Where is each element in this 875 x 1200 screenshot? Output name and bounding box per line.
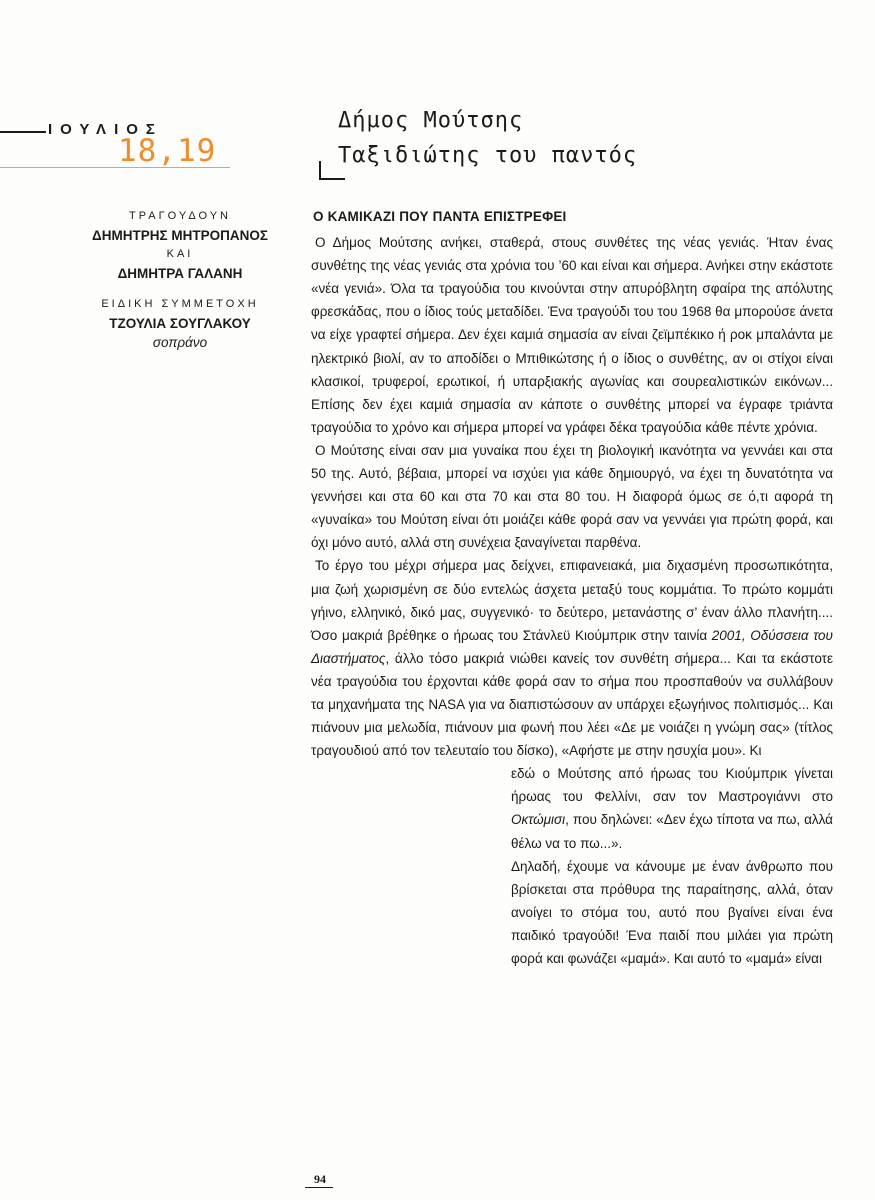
paragraph: Δηλαδή, έχουμε να κάνουμε με έναν άνθρωπο που βρίσκεται στα πρόθυρα της παραίτησης, αλλά, όταν ανοίγει το στόμα του, αυτό που βγαίνει είναι ένα παιδικό τραγούδι! Ένα παιδί που μιλάει για πρώτη φορά και φωνάζει «μαμά». Και αυτό το «μαμά» είναι: [511, 858, 833, 966]
paragraph-text: , που δηλώνει: «Δεν έχω τίποτα να πω, αλλά θέλω να το πω...».: [511, 812, 833, 851]
singer-1: ΔΗΜΗΤΡΗΣ ΜΗΤΡΟΠΑΝΟΣ: [92, 228, 268, 243]
article-body: [311, 205, 833, 970]
paragraph-text: εδώ ο Μούτσης από ήρωας του Κιούμπρικ γίνεται ήρωας του Φελλίνι, σαν τον Μαστρογιάννι στο: [511, 766, 833, 805]
paragraph: [511, 762, 833, 854]
film-title: 2001, Οδύσσεια του Διαστήματος: [311, 627, 833, 666]
month-label: ΙΟΥΛΙΟΣ: [48, 121, 163, 138]
paragraph-text: Το έργο του μέχρι σήμερα μας δείχνει, επιφανειακά, μια διχασμένη προσωπικότητα, μια ζωή χωρισμένη σε δύο εντελώς άσχετα μεταξύ τους κομμάτια. Το πρώτο κομμάτι γήινο, ελληνικό, δικό μας, συγγενικό· το δεύτερο, μετανάστης σ’ έναν άλλο πλανήτη.... Όσο μακριά βρέθηκε ο ήρωας του Στάνλεϋ Κιούμπρικ στην ταινία: [311, 558, 833, 643]
paragraph-text: , άλλο τόσο μακριά νιώθει κανείς τον συνθέτη σήμερα... Και τα εκάστοτε νέα τραγούδια του έρχονται κάθε φορά σαν το σήμα που προσπαθούν να συλλάβουν τα μηχανήματα της NASA για να διαπιστώσουν αν υπάρχει εξωγήινος πολιτισμός... Και πιάνουν μια μελωδία, πιάνουν μια φωνή που λέει «Δε με νοιάζει η γνώμη σας» (τίτλος τραγουδιού από τον τελευταίο του δίσκο), «Αφήστε με στην ησυχία μου». Κι: [311, 650, 833, 759]
singers-label: ΤΡΑΓΟΥΔΟΥΝ: [129, 210, 231, 222]
month-rule: [0, 131, 46, 133]
guest-name: ΤΖΟΥΛΙΑ ΣΟΥΓΛΑΚΟΥ: [109, 316, 251, 331]
guest-label: ΕΙΔΙΚΗ ΣΥΜΜΕΤΟΧΗ: [101, 298, 259, 310]
page-number-rule: [305, 1187, 333, 1188]
singer-2: ΔΗΜΗΤΡΑ ΓΑΛΑΝΗ: [117, 266, 243, 281]
article-subheading: Ο ΚΑΜΙΚΑΖΙ ΠΟΥ ΠΑΝΤΑ ΕΠΙΣΤΡΕΦΕΙ: [313, 209, 567, 224]
narrow-column: [511, 762, 833, 970]
page-title: Δήμος Μούτσης: [338, 108, 524, 133]
conjunction: ΚΑΙ: [166, 248, 194, 260]
paragraph: Ο Μούτσης είναι σαν μια γυναίκα που έχει τη βιολογική ικανότητα να γεννάει και στα 50 της. Αυτό, βέβαια, μπορεί να ισχύει για κάθε δημιουργό, να έχει τη δυνατότητα να γεννήσει και στα 60 και στα 70 και στα 80 του. Η διαφορά όμως σε ό,τι αφορά τη «γυναίκα» του Μούτση είναι ότι μοιάζει κάθε φορά σαν να γεννάει για πρώτη φορά, και όχι μόνο αυτό, αλλά στη συνέχεια ξαναγίνεται παρθένα.: [311, 442, 833, 551]
guest-role: σοπράνο: [152, 335, 208, 350]
paragraph: [311, 554, 833, 762]
paragraph: Ο Δήμος Μούτσης ανήκει, σταθερά, στους συνθέτες της νέας γενιάς. Ήταν ένας συνθέτης της νέας γενιάς στα χρόνια του ’60 και είναι και σήμερα. Ανήκει στην εκάστοτε «νέα γενιά». Όλα τα τραγούδια του κινούνται στην απυρόβλητη σφαίρα της απόλυτης φρεσκάδας, που ο ίδιος τούς μεταδίδει. Ένα τραγούδι του του 1968 θα μπορούσε άνετα να είχε γραφτεί σήμερα. Δεν έχει καμιά σημασία αν είναι ζεϊμπέκικο ή ροκ μπαλάντα με ηλεκτρικό βιολί, αν το αποδίδει ο Μπιθικώτσης ή ο ίδιος ο συνθέτης, αν οι στίχοι είναι κλασικοί, τρυφεροί, ερωτικοί, ή υπαρξιακής αγωνίας και σουρεαλιστικών εικόνων... Επίσης δεν έχει καμιά σημασία αν κάποτε ο συνθέτης μπορεί να έγραφε τριάντα τραγούδια το χρόνο και σήμερα μπορεί να γράφει δέκα τραγούδια κάθε πέντε χρόνια.: [311, 235, 833, 435]
title-corner-mark: [319, 161, 345, 180]
event-dates: 18,19: [118, 133, 217, 169]
performer-credits: [48, 207, 312, 352]
page-subtitle: Ταξιδιώτης του παντός: [338, 143, 638, 168]
film-title: Οκτώμισι: [511, 812, 566, 828]
page-number: 94: [314, 1172, 326, 1186]
